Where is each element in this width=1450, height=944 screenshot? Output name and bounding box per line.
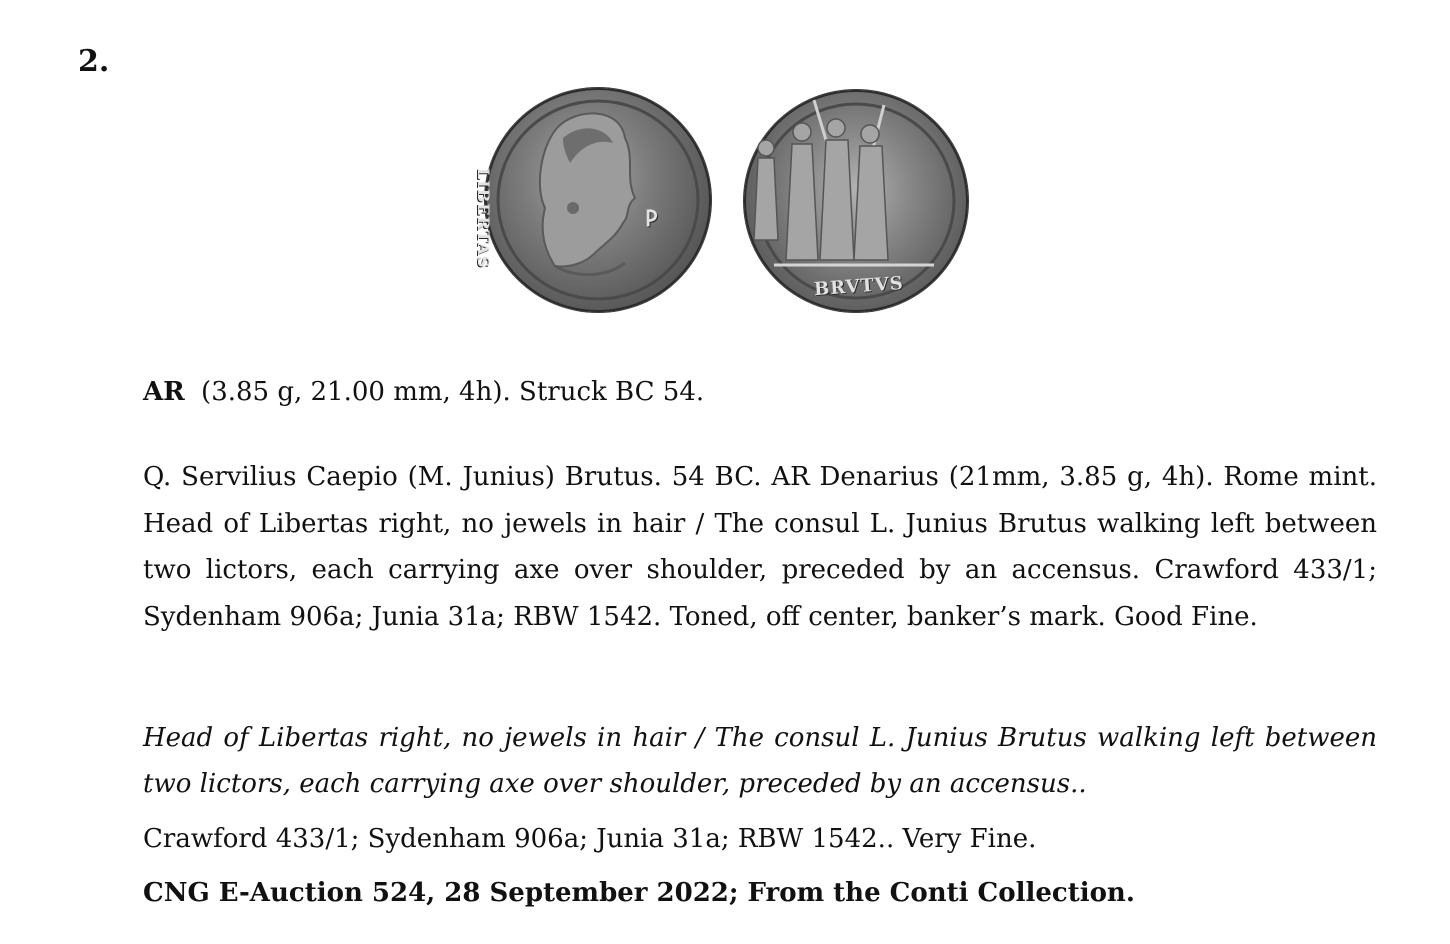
spec-details: (3.85 g, 21.00 mm, 4h). Struck BC 54. [201,377,705,407]
spec-line [143,372,1377,412]
coin-obverse-image [474,88,711,312]
italic-description: Head of Libertas right, no jewels in hair / The consul L. Junius Brutus walking left between two lictors, each carrying axe over shoulder, preceded by an accensus.. [143,723,1377,799]
reverse-legend: BRVTVS [813,272,905,301]
coin-photo-pair [474,86,974,316]
item-number: 2. [78,44,110,79]
obverse-control-mark: 𐌓 [645,206,660,232]
references-line: Crawford 433/1; Sydenham 906a; Junia 31a; RBW 1542.. Very Fine. [143,824,1037,854]
libertas-head-icon [485,88,711,312]
obverse-legend: LIBERTAS [474,168,493,269]
coin-reverse-image [744,90,968,312]
metal-label: AR [143,377,185,407]
description-paragraph: Q. Servilius Caepio (M. Junius) Brutus. 54 BC. AR Denarius (21mm, 3.85 g, 4h). Rome mint. Head of Libertas right, no jewels in hair / The consul L. Junius Brutus walking left between two lictors, each carrying axe over shoulder, preceded by an accensus. Crawford 433/1; Sydenham 906a; Junia 31a; RBW 1542. Toned, off center, banker’s mark. Good Fine. [143,462,1377,632]
provenance-line: CNG E-Auction 524, 28 September 2022; From the Conti Collection. [143,878,1135,908]
